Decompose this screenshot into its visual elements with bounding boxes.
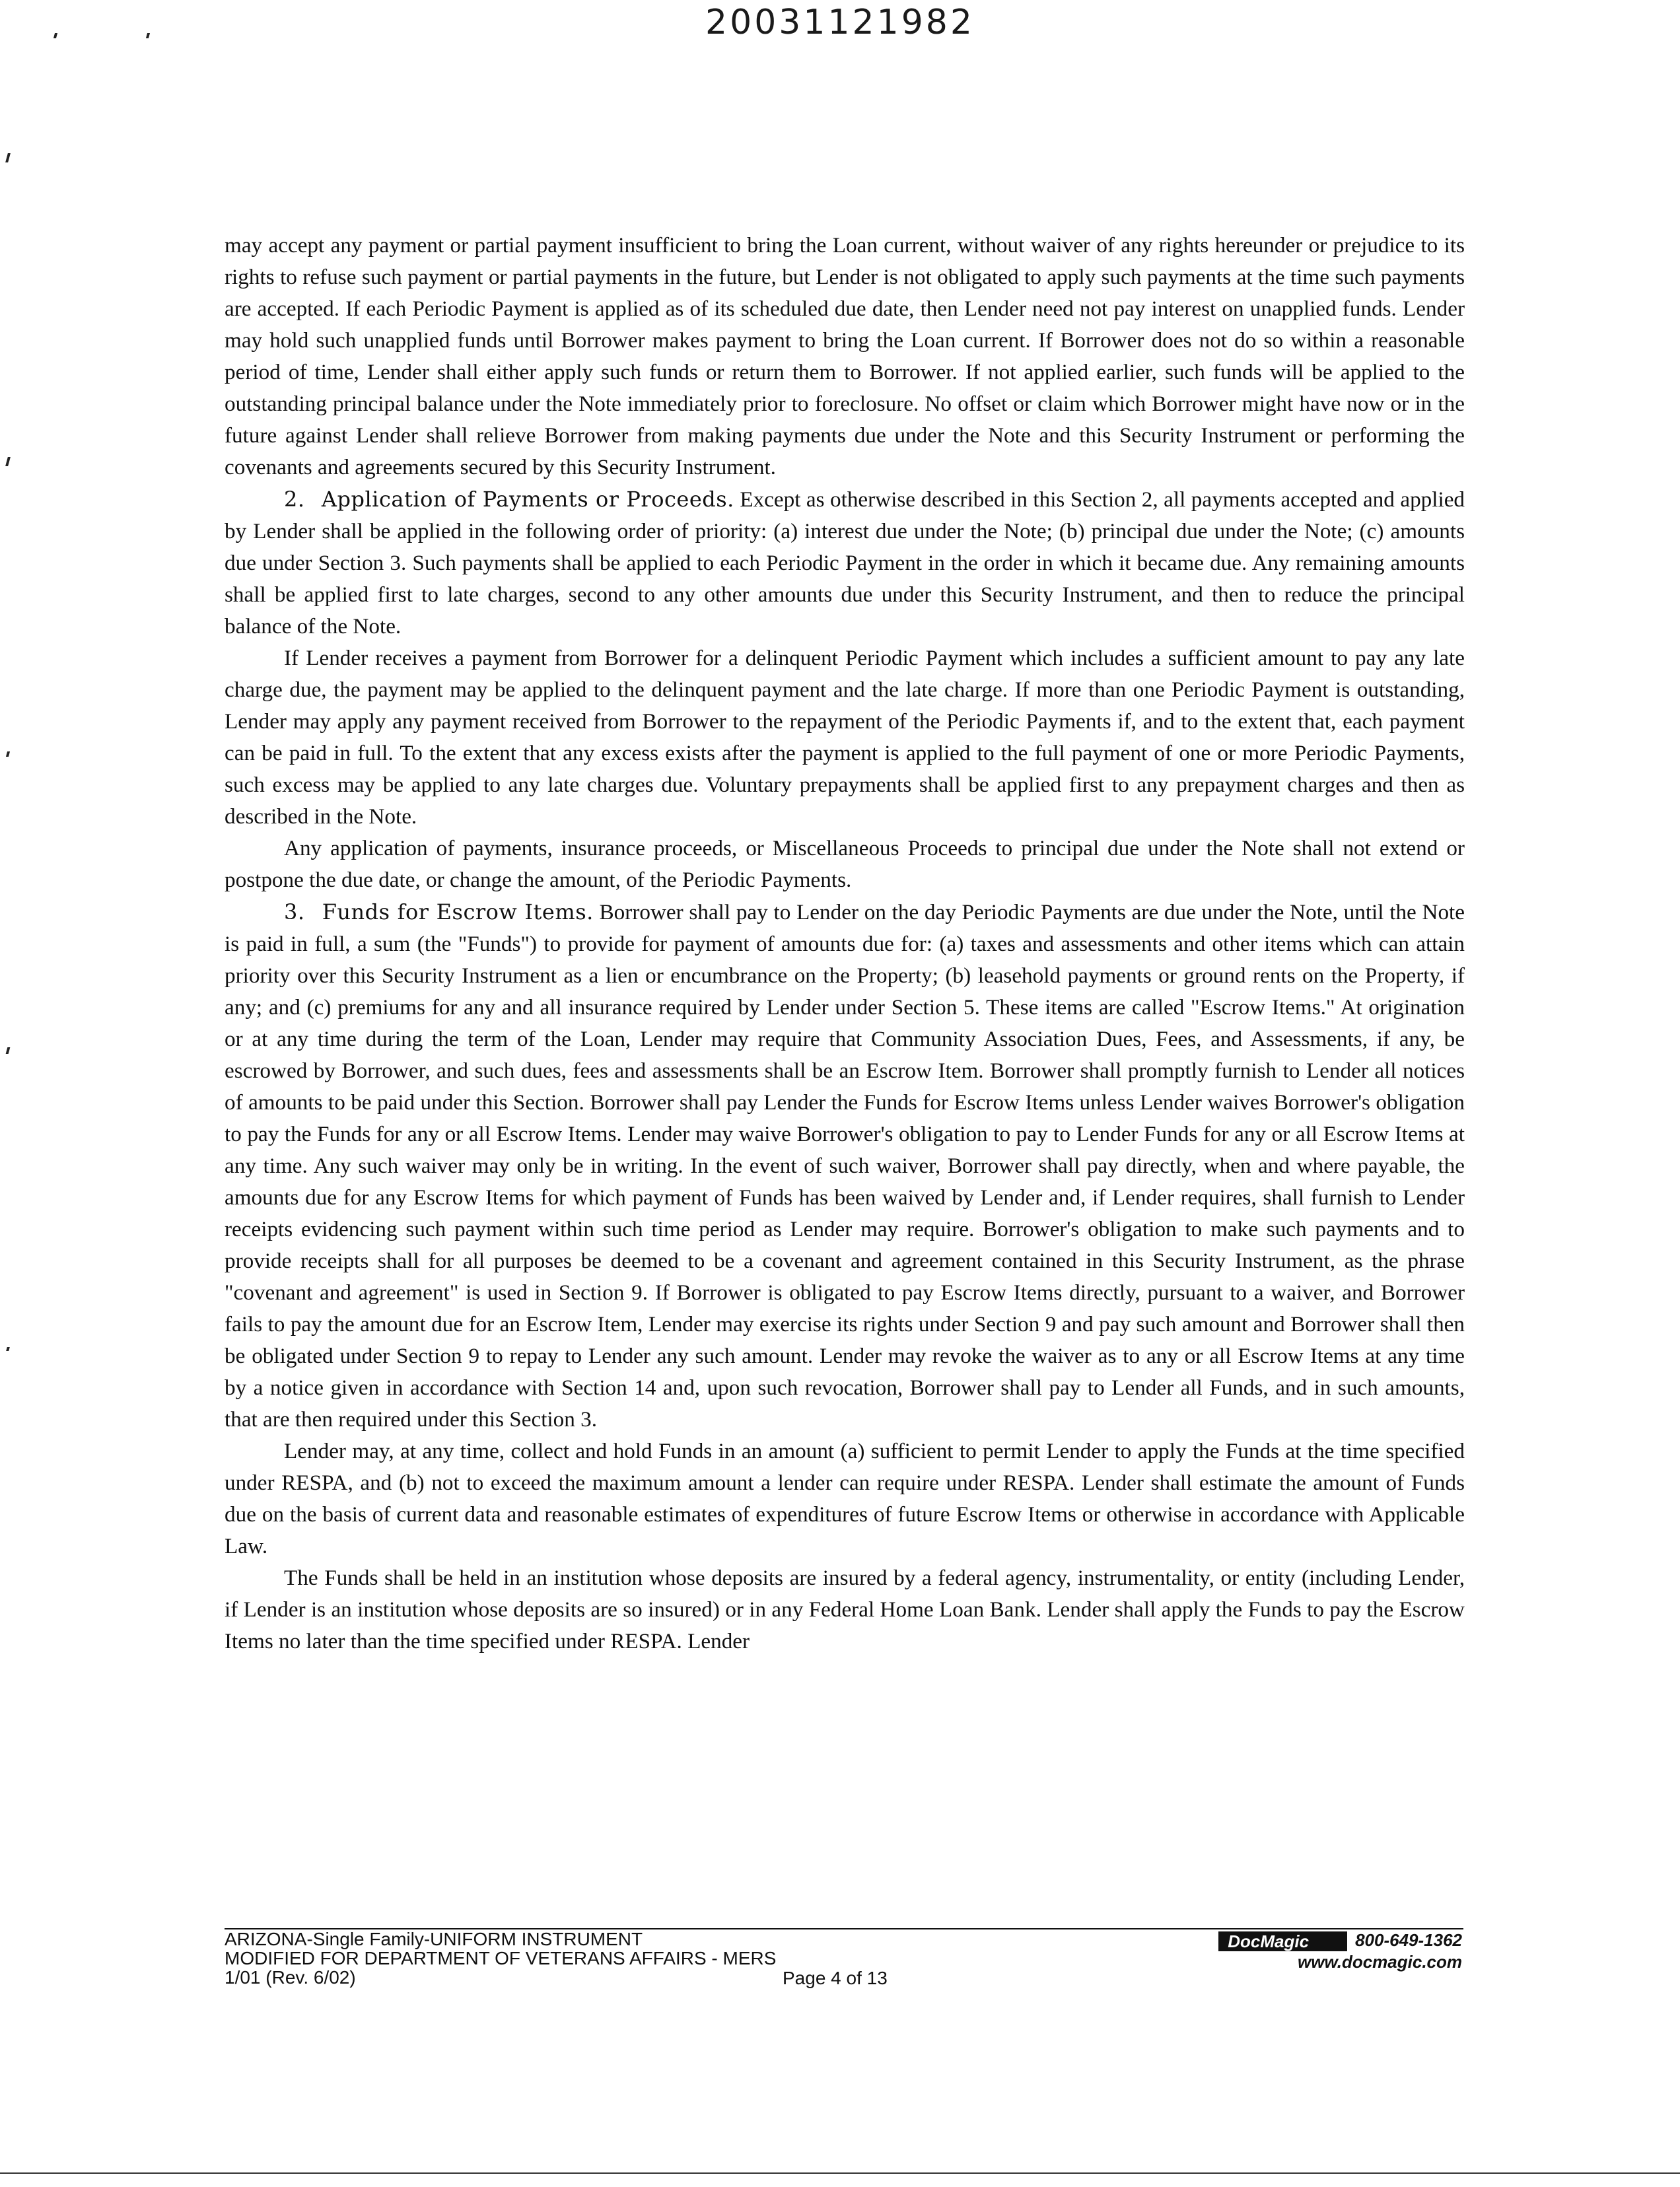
scan-mark [6,751,10,757]
footer-form-revision: 1/01 (Rev. 6/02) [225,1967,356,1988]
paragraph: If Lender receives a payment from Borrower for a delinquent Periodic Payment which includes a sufficient amount to pay any late charge due, the payment may be applied to the delinquent payment and the late charge. If more than one Periodic Payment is outstanding, Lender may apply any payment received from Borrower to the repayment of the Periodic Payments if, and to the extent that, each payment can be paid in full. To the extent that any excess exists after the payment is applied to the full payment of one or more Periodic Payments, such excess may be applied to any late charges due. Voluntary prepayments shall be applied first to any prepayment charges and then as described in the Note. [225,646,1465,829]
document-body [225,230,1465,1657]
footer-form-modification: MODIFIED FOR DEPARTMENT OF VETERANS AFFAIRS - MERS [225,1948,777,1968]
scan-mark [6,1047,11,1054]
docmagic-logo: DocMagic [1218,1931,1347,1951]
vendor-phone: 800-649-1362 [1355,1930,1462,1950]
page-number: Page 4 of 13 [783,1968,888,1988]
page-bottom-rule [0,2172,1680,2174]
paragraph: Lender may, at any time, collect and hold Funds in an amount (a) sufficient to permit Lender to apply the Funds at the time specified under RESPA, and (b) not to exceed the maximum amount a lender can require under RESPA. Lender shall estimate the amount of Funds due on the basis of current data and reasonable estimates of expenditures of future Escrow Items or otherwise in accordance with Applicable Law. [225,1439,1465,1558]
section-3-title: Funds for Escrow Items. [322,899,594,924]
section-3-text: Borrower shall pay to Lender on the day Periodic Payments are due under the Note, until the Note is paid in full, a sum (the "Funds") to provide for payment of amounts due for: (a) taxes and assessments and other items which can attain priority over this Security Instrument as a lien or encumbrance on the Property; (b) leasehold payments or ground rents on the Property, if any; and (c) premiums for any and all insurance required by Lender under Section 5. These items are called "Escrow Items." At origination or at any time during the term of the Loan, Lender may require that Community Association Dues, Fees, and Assessments, if any, be escrowed by Borrower, and such dues, fees and assessments shall be an Escrow Item. Borrower shall promptly furnish to Lender all notices of amounts to be paid under this Section. Borrower shall pay Lender the Funds for Escrow Items unless Lender waives Borrower's obligation to pay the Funds for any or all Escrow Items. Lender may waive Borrower's obligation to pay to Lender Funds for any or all Escrow Items at any time. Any such waiver may only be in writing. In the event of such waiver, Borrower shall pay directly, when and where payable, the amounts due for any Escrow Items for which payment of Funds has been waived by Lender and, if Lender requires, shall furnish to Lender receipts evidencing such payment within such time period as Lender may require. Borrower's obligation to make such payments and to provide receipts shall for all purposes be deemed to be a covenant and agreement contained in this Security Instrument, as the phrase "covenant and agreement" is used in Section 9. If Borrower is obligated to pay Escrow Items directly, pursuant to a waiver, and Borrower fails to pay the amount due for an Escrow Item, Lender may exercise its rights under Section 9 and pay such amount and Borrower shall then be obligated under Section 9 to repay to Lender any such amount. Lender may revoke the waiver as to any or all Escrow Items at any time by a notice given in accordance with Section 14 and, upon such revocation, Borrower shall pay to Lender all Funds, and in such amounts, that are then required under this Section 3. [225,900,1465,1432]
section-2-number: 2. [284,487,305,512]
footer-form-title: ARIZONA-Single Family-UNIFORM INSTRUMENT [225,1929,643,1949]
section-3-number: 3. [284,899,305,924]
scan-mark [6,1347,10,1351]
section-3-paragraph [225,896,1465,1436]
paragraph: The Funds shall be held in an institution whose deposits are insured by a federal agency, instrumentality, or entity (including Lender, if Lender is an institution whose deposits are so insured) or in any Federal Home Loan Bank. Lender shall apply the Funds to pay the Escrow Items no later than the time specified under RESPA. Lender [225,1566,1465,1653]
document-number: 20031121982 [705,3,975,42]
footer-vendor-info [1218,1929,1462,1972]
scan-mark [5,457,11,466]
paragraph: Any application of payments, insurance proceeds, or Miscellaneous Proceeds to principal due under the Note shall not extend or postpone the due date, or change the amount, of the Periodic Payments. [225,836,1465,892]
scan-mark [5,153,11,162]
vendor-website: www.docmagic.com [1298,1952,1462,1972]
section-2-paragraph [225,483,1465,642]
footer-form-info [225,1929,776,1987]
section-2-title: Application of Payments or Proceeds. [321,487,734,512]
section-2-text: Except as otherwise described in this Section 2, all payments accepted and applied by Lender shall be applied in the following order of priority: (a) interest due under the Note; (b) principal due under the Note; (c) amounts due under Section 3. Such payments shall be applied to each Periodic Payment in the order in which it became due. Any remaining amounts shall be applied first to late charges, second to any other amounts due under this Security Instrument, and then to reduce the principal balance of the Note. [225,487,1465,639]
paragraph: may accept any payment or partial payment insufficient to bring the Loan current, without waiver of any rights hereunder or prejudice to its rights to refuse such payment or partial payments in the future, but Lender is not obligated to apply such payments at the time such payments are accepted. If each Periodic Payment is applied as of its scheduled due date, then Lender need not pay interest on unapplied funds. Lender may hold such unapplied funds until Borrower makes payment to bring the Loan current. If Borrower does not do so within a reasonable period of time, Lender shall either apply such funds or return them to Borrower. If not applied earlier, such funds will be applied to the outstanding principal balance under the Note immediately prior to foreclosure. No offset or claim which Borrower might have now or in the future against Lender shall relieve Borrower from making payments due under the Note and this Security Instrument or performing the covenants and agreements secured by this Security Instrument. [225,233,1465,479]
